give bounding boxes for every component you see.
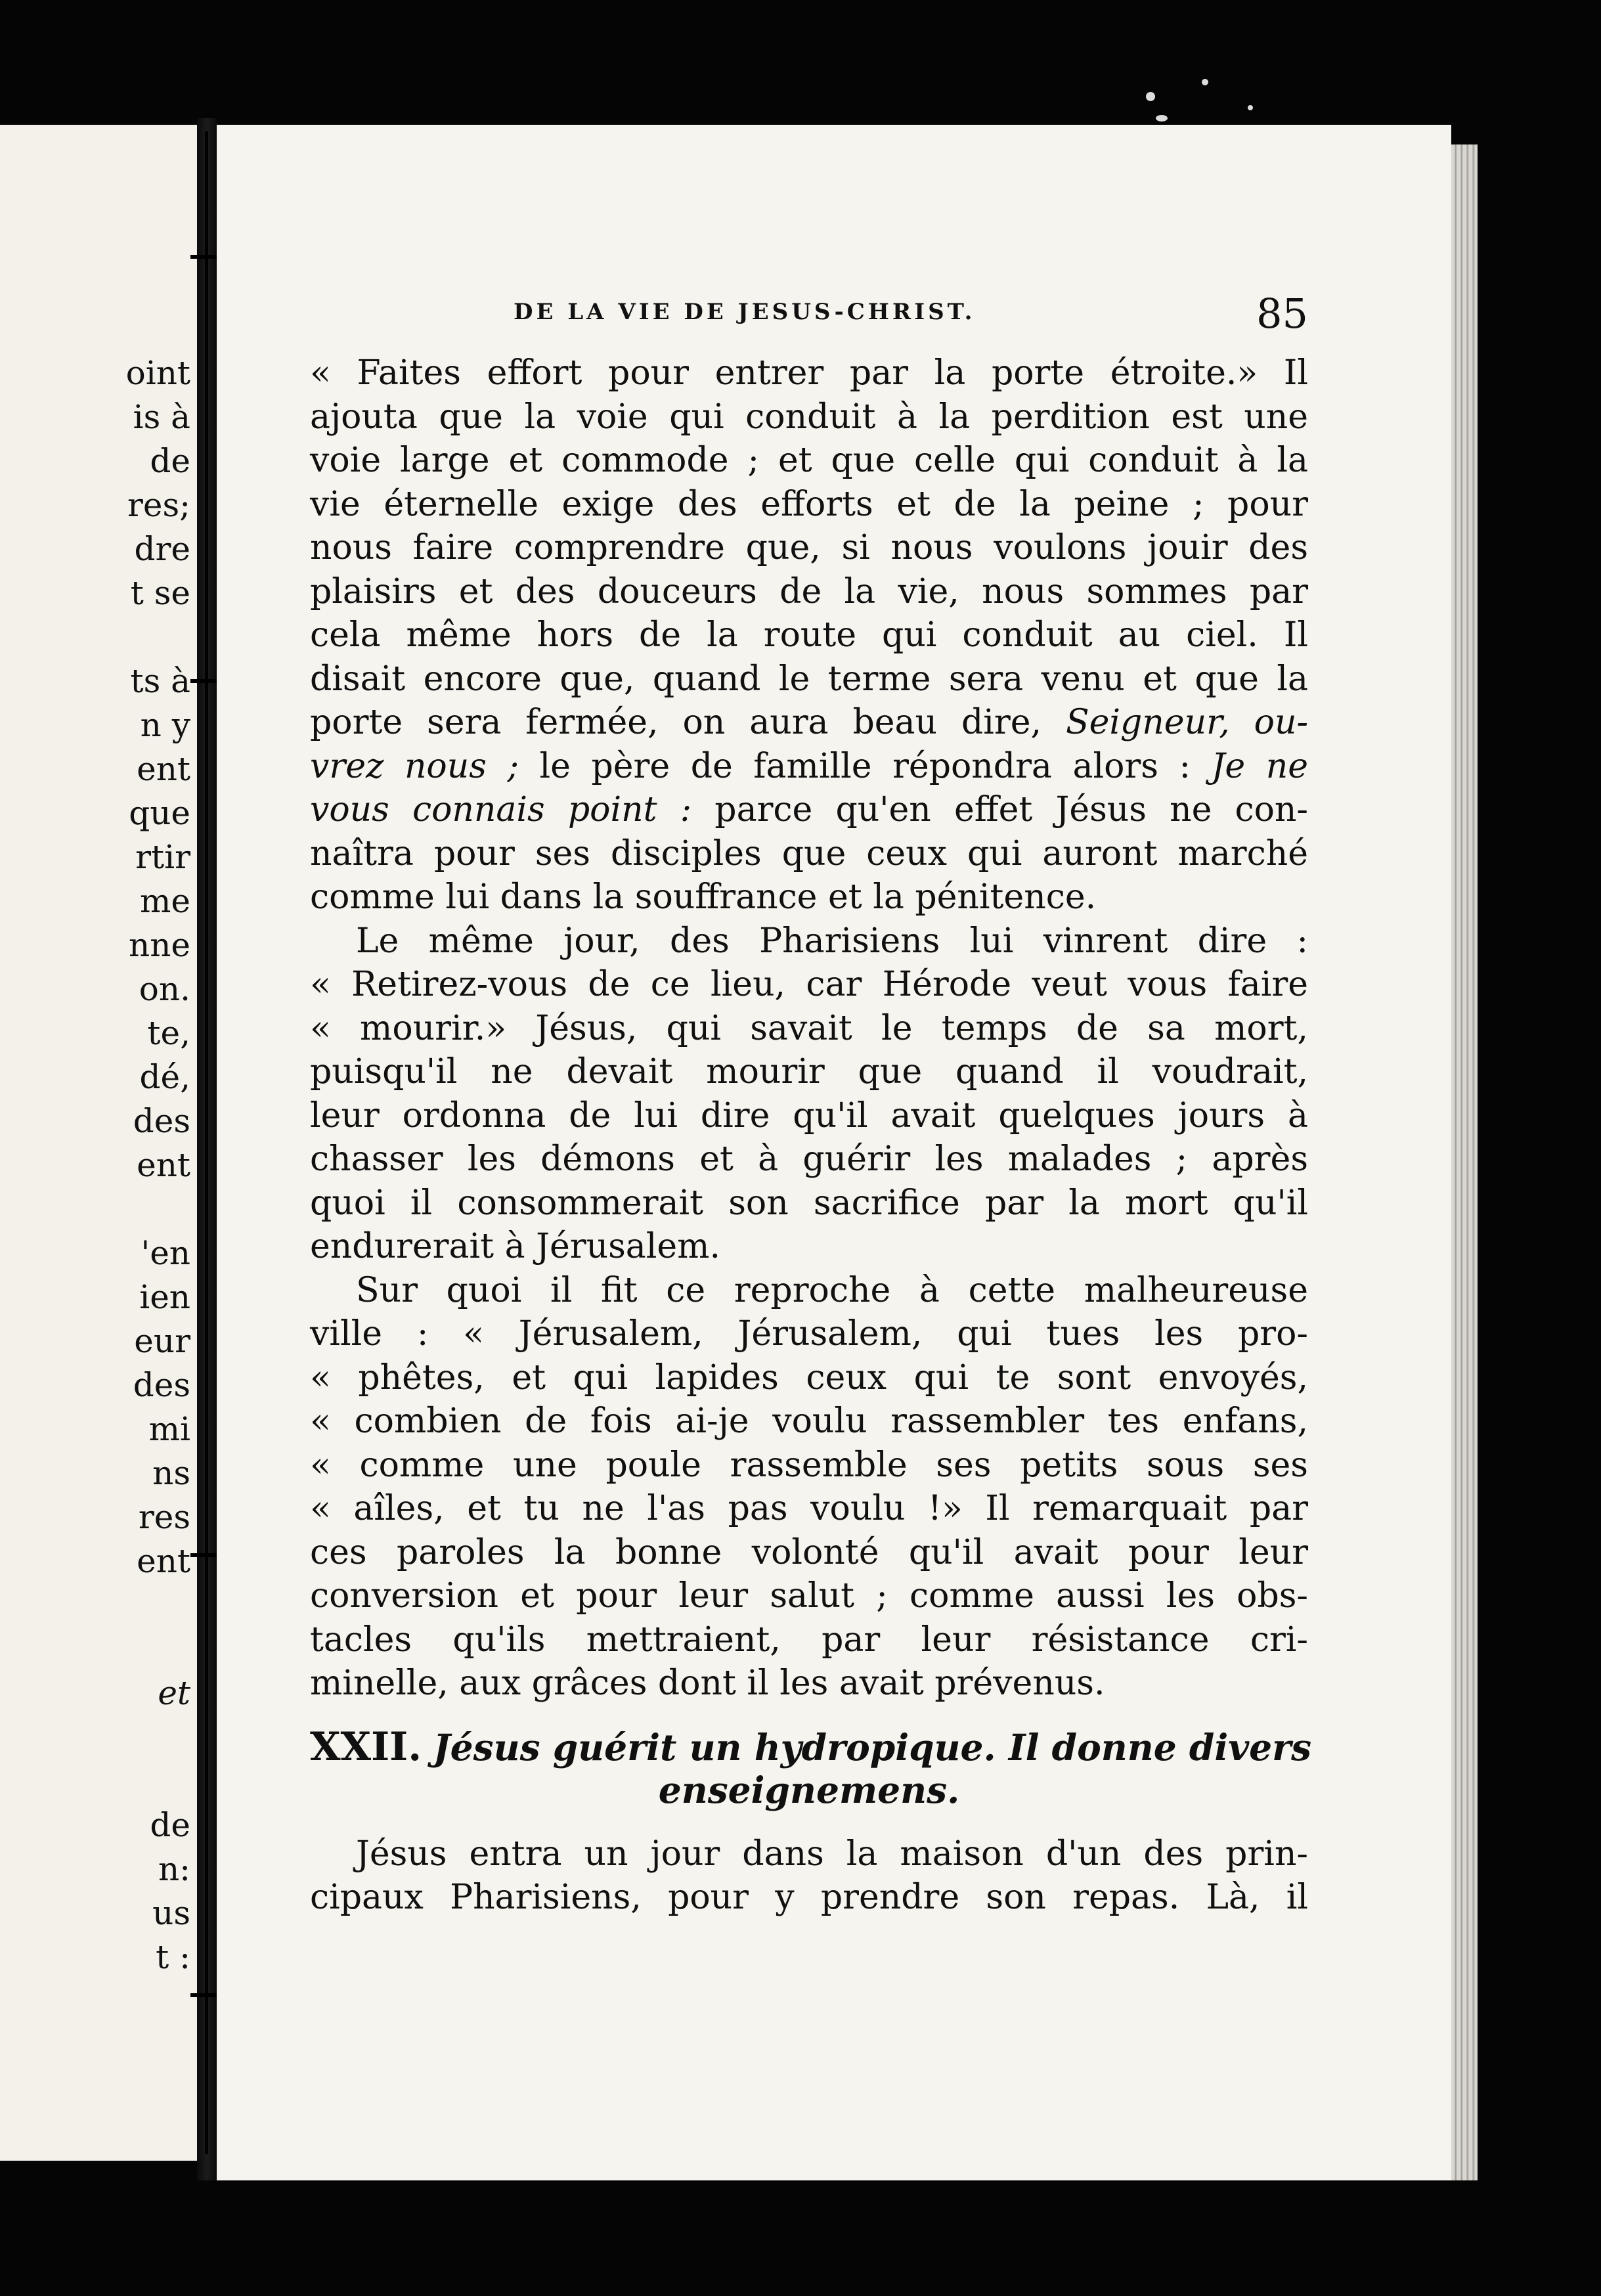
section-spacer — [310, 1706, 1308, 1725]
left-page-fragment: t se — [130, 574, 190, 612]
section-title-continued: enseignemens. — [658, 1769, 960, 1811]
text-line: chasser les démons et à guérir les malades ; après — [310, 1139, 1308, 1179]
left-page-fragment — [0, 615, 190, 659]
text-line: nous faire comprendre que, si nous voulons jouir des — [310, 528, 1308, 567]
left-page-fragment — [0, 1759, 190, 1803]
left-page-fragment: n: — [158, 1850, 190, 1888]
left-page-fragment — [0, 1715, 190, 1759]
text-line: quoi il consommerait son sacrifice par la mort qu'il — [310, 1183, 1308, 1223]
left-page-fragment: rtir — [135, 838, 190, 876]
dust-speck — [1156, 115, 1168, 121]
left-page-text-fragments — [0, 351, 190, 1979]
left-page-fragment: t : — [156, 1938, 190, 1976]
text-line: comme lui dans la souffrance et la pénitence. — [310, 877, 1097, 917]
left-page-fragment: us — [152, 1894, 190, 1932]
section-spacer — [310, 1813, 1308, 1832]
heading-line — [310, 1769, 1308, 1813]
text-line: « Retirez-vous de ce lieu, car Hérode veut vous faire — [310, 965, 1308, 1004]
page-body — [310, 351, 1312, 1920]
italic-phrase: Seigneur, ou- — [1065, 703, 1309, 742]
left-page-fragment: te, — [147, 1014, 190, 1052]
left-page-fragment: ent — [137, 1146, 190, 1184]
left-page-fragment: res; — [127, 486, 190, 524]
left-page-fragment: res — [138, 1498, 190, 1536]
left-page-fragment: ent — [137, 750, 190, 788]
text-line: voie large et commode ; et que celle qui conduit à la — [310, 441, 1308, 480]
dust-speck — [1248, 105, 1253, 110]
text-line: naîtra pour ses disciples que ceux qui auront marché — [310, 833, 1308, 873]
text-line: conversion et pour leur salut ; comme aussi les obs- — [310, 1576, 1308, 1616]
text-line: cela même hors de la route qui conduit au ciel. Il — [310, 615, 1308, 655]
left-page-fragment: ns — [152, 1454, 190, 1492]
text-line: vie éternelle exige des efforts et de la peine ; pour — [310, 484, 1308, 524]
text-segment: le père de famille répondra alors : — [518, 746, 1191, 786]
italic-phrase: vous connais point : — [310, 790, 692, 829]
left-page-fragment — [0, 1187, 190, 1231]
left-page-fragment: ts à — [130, 662, 190, 700]
binding-thread — [205, 131, 208, 2154]
section-heading — [310, 1723, 1312, 1813]
text-line: endurerait à Jérusalem. — [310, 1227, 721, 1266]
italic-phrase: vrez nous ; — [310, 746, 519, 786]
running-head: DE LA VIE DE JESUS-CHRIST. — [514, 299, 976, 325]
text-line: plaisirs et des douceurs de la vie, nous sommes par — [310, 571, 1308, 611]
left-page-fragment: dé, — [139, 1058, 190, 1096]
text-segment: parce qu'en effet Jésus ne con- — [691, 790, 1308, 829]
section-title: Jésus guérit un hydropique. Il donne divers — [433, 1725, 1312, 1769]
dust-speck — [1202, 79, 1208, 85]
text-line: « combien de fois ai-je voulu rassembler tes enfans, — [310, 1402, 1308, 1441]
left-page-fragment: n y — [140, 706, 190, 744]
text-line: minelle, aux grâces dont il les avait prévenus. — [310, 1664, 1105, 1703]
text-segment: porte sera fermée, on aura beau dire, — [310, 703, 1042, 742]
text-line: Jésus entra un jour dans la maison d'un des prin- — [356, 1834, 1308, 1874]
left-page-fragment: nne — [129, 926, 190, 964]
text-line: « comme une poule rassemble ses petits sous ses — [310, 1445, 1308, 1485]
left-page-fragment — [0, 1627, 190, 1671]
left-page-fragment: oint — [125, 354, 190, 392]
text-line: « aîles, et tu ne l'as pas voulu !» Il remarquait par — [310, 1489, 1308, 1528]
left-page-fragment: mi — [148, 1410, 190, 1448]
heading-line — [310, 1723, 1312, 1770]
paragraph-4 — [310, 1832, 1308, 1920]
left-page-fragment: ent — [137, 1542, 190, 1580]
left-page-fragment: is à — [133, 398, 190, 436]
text-line: puisqu'il ne devait mourir que quand il voudrait, — [310, 1052, 1308, 1092]
text-line: ville : « Jérusalem, Jérusalem, qui tues les pro- — [310, 1314, 1308, 1354]
left-page — [0, 125, 197, 2161]
paragraph-2 — [310, 919, 1308, 1269]
text-line: « phêtes, et qui lapides ceux qui te sont envoyés, — [310, 1358, 1308, 1398]
text-line — [310, 701, 1308, 745]
left-page-fragment: que — [129, 794, 190, 832]
left-page-fragment: de — [150, 1806, 190, 1844]
left-page-fragment: me — [139, 882, 190, 920]
text-line: « Faites effort pour entrer par la porte étroite.» Il — [310, 353, 1308, 393]
paragraph-1 — [310, 351, 1308, 919]
text-line — [310, 745, 1308, 789]
dust-speck — [1146, 92, 1155, 101]
left-page-fragment: 'en — [141, 1234, 190, 1272]
text-line: ces paroles la bonne volonté qu'il avait pour leur — [310, 1532, 1308, 1572]
left-page-fragment: et — [158, 1674, 190, 1712]
text-line: Le même jour, des Pharisiens lui vinrent dire : — [356, 921, 1308, 961]
left-page-fragment — [0, 1583, 190, 1627]
page-stack-edge — [1451, 144, 1478, 2180]
left-page-fragment: eur — [134, 1322, 190, 1360]
left-page-fragment: on. — [139, 970, 190, 1008]
left-page-fragment: des — [133, 1366, 190, 1404]
left-page-fragment: ien — [139, 1278, 190, 1316]
page-header — [297, 292, 1308, 345]
text-line: leur ordonna de lui dire qu'il avait quelques jours à — [310, 1095, 1308, 1136]
page-number: 85 — [1256, 290, 1308, 338]
text-line: « mourir.» Jésus, qui savait le temps de sa mort, — [310, 1008, 1308, 1048]
section-number: XXII. — [310, 1723, 422, 1770]
left-page-fragment: des — [133, 1102, 190, 1140]
italic-phrase: Je ne — [1211, 746, 1308, 786]
text-line: ajouta que la voie qui conduit à la perdition est une — [310, 397, 1308, 437]
left-page-fragment: de — [150, 442, 190, 480]
text-line: Sur quoi il fit ce reproche à cette malheureuse — [356, 1270, 1308, 1310]
text-line: cipaux Pharisiens, pour y prendre son repas. Là, il — [310, 1878, 1308, 1917]
text-line: disait encore que, quand le terme sera venu et que la — [310, 659, 1308, 699]
text-line: tacles qu'ils mettraient, par leur résistance cri- — [310, 1620, 1308, 1660]
left-page-fragment: dre — [134, 530, 190, 568]
text-line — [310, 788, 1308, 832]
paragraph-3 — [310, 1269, 1308, 1706]
